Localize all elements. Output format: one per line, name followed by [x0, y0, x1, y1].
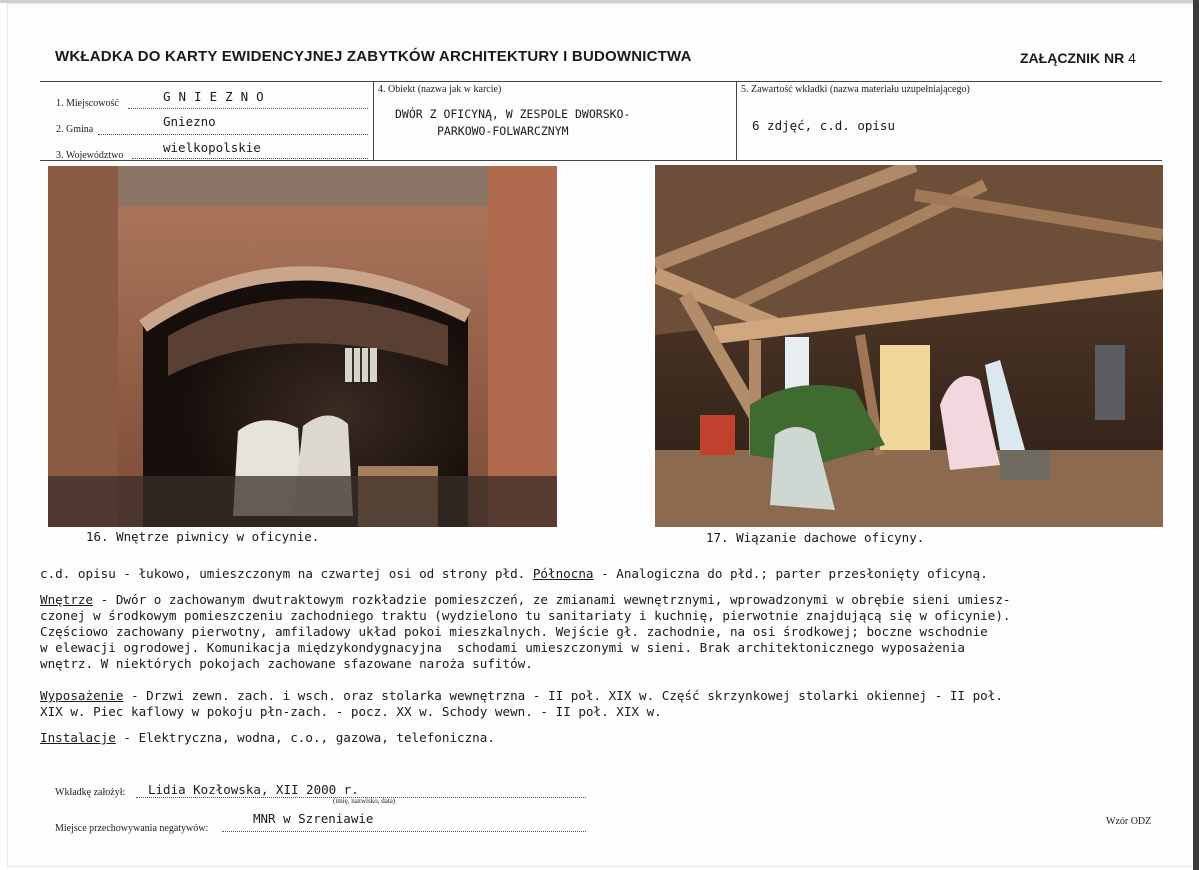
author-value: Lidia Kozłowska, XII 2000 r.	[148, 782, 359, 797]
p1-heading-north: Północna	[532, 566, 594, 581]
miejscowosc-dotted-line	[128, 108, 368, 109]
attic-illustration	[655, 165, 1163, 527]
description-paragraph-4	[40, 730, 495, 746]
header-divider-1	[373, 81, 374, 161]
photo-cellar	[48, 166, 557, 527]
object-line-1: DWÓR Z OFICYNĄ, W ZESPOLE DWORSKO-	[395, 107, 631, 121]
description-paragraph-3	[40, 688, 1003, 720]
storage-value: MNR w Szreniawie	[253, 811, 374, 826]
gmina-label: 2. Gmina	[56, 124, 94, 135]
photo-cellar-caption: 16. Wnętrze piwnicy w oficynie.	[86, 529, 320, 544]
p1-text-end: - Analogiczna do płd.; parter przesłonięty oficyną.	[593, 566, 988, 581]
photo-attic	[655, 165, 1163, 527]
p1-text-start: c.d. opisu - łukowo, umieszczonym na czwartej osi od strony płd.	[40, 566, 533, 581]
scan-right-edge	[1193, 0, 1199, 870]
form-code: Wzór ODZ	[1106, 816, 1152, 827]
contents-value: 6 zdjęć, c.d. opisu	[752, 118, 895, 133]
object-label: 4. Obiekt (nazwa jak w karcie)	[378, 84, 502, 95]
miejscowosc-value: GNIEZNO	[163, 89, 272, 104]
p4-text: - Elektryczna, wodna, c.o., gazowa, telefoniczna.	[115, 730, 495, 745]
form-title: WKŁADKA DO KARTY EWIDENCYJNEJ ZABYTKÓW ARCHITEKTURY I BUDOWNICTWA	[55, 48, 692, 65]
p2-line-5: wnętrz. W niektórych pokojach zachowane sfazowane naroża sufitów.	[40, 656, 533, 671]
storage-label: Miejsce przechowywania negatywów:	[55, 823, 209, 834]
author-hint: (imię, nazwisko, data)	[333, 797, 396, 805]
annex-number: 4	[1128, 50, 1136, 66]
description-paragraph-2	[40, 592, 1011, 672]
photo-attic-caption: 17. Wiązanie dachowe oficyny.	[706, 530, 925, 545]
p3-heading-equipment: Wyposażenie	[40, 688, 124, 703]
gmina-dotted-line	[98, 134, 368, 135]
object-line-2: PARKOWO-FOLWARCZNYM	[437, 124, 569, 138]
annex-label	[1020, 50, 1136, 66]
p3-line-1: - Drzwi zewn. zach. i wsch. oraz stolarka wewnętrzna - II poł. XIX w. Część skrzynkowej stolarki okiennej - II poł.	[123, 688, 1003, 703]
miejscowosc-label: 1. Miejscowość	[56, 98, 119, 109]
contents-label: 5. Zawartość wkładki (nazwa materiału uzupełniającego)	[741, 84, 970, 95]
scan-top-edge	[0, 0, 1199, 3]
header-divider-2	[736, 81, 737, 161]
wojewodztwo-label: 3. Województwo	[56, 150, 124, 161]
storage-dotted-line	[222, 831, 586, 832]
p2-line-2: czonej w środkowym pomieszczeniu zachodniego traktu (wydzielono tu sanitariaty i kuchnię, pierwotnie znajdującą się w oficynie).	[40, 608, 1011, 623]
header-top-rule	[40, 81, 1162, 82]
header-bottom-rule	[40, 160, 1162, 161]
cellar-illustration	[48, 166, 557, 527]
p4-heading-installations: Instalacje	[40, 730, 116, 745]
wojewodztwo-value: wielkopolskie	[163, 140, 261, 155]
annex-text: ZAŁĄCZNIK NR	[1020, 50, 1125, 66]
p2-line-1: - Dwór o zachowanym dwutraktowym rozkładzie pomieszczeń, ze zmianami wewnętrznymi, wprowadzonymi w obrębie sieni umiesz-	[93, 592, 1011, 607]
p2-heading-interior: Wnętrze	[40, 592, 94, 607]
wojewodztwo-dotted-line	[132, 158, 368, 159]
author-label: Wkładkę założył:	[55, 787, 126, 798]
description-paragraph-1	[40, 566, 988, 582]
p2-line-3: Częściowo zachowany pierwotny, amfiladowy układ pokoi mieszkalnych. Wejście gł. zachodnie, na osi środkowej; boczne wschodnie	[40, 624, 988, 639]
gmina-value: Gniezno	[163, 114, 216, 129]
p2-line-4: w elewacji ogrodowej. Komunikacja międzykondygnacyjna schodami umieszczonymi w sieni. Brak architektonicznego wyposażenia	[40, 640, 966, 655]
p3-line-2: XIX w. Piec kaflowy w pokoju płn-zach. - pocz. XX w. Schody wewn. - II poł. XIX w.	[40, 704, 662, 719]
